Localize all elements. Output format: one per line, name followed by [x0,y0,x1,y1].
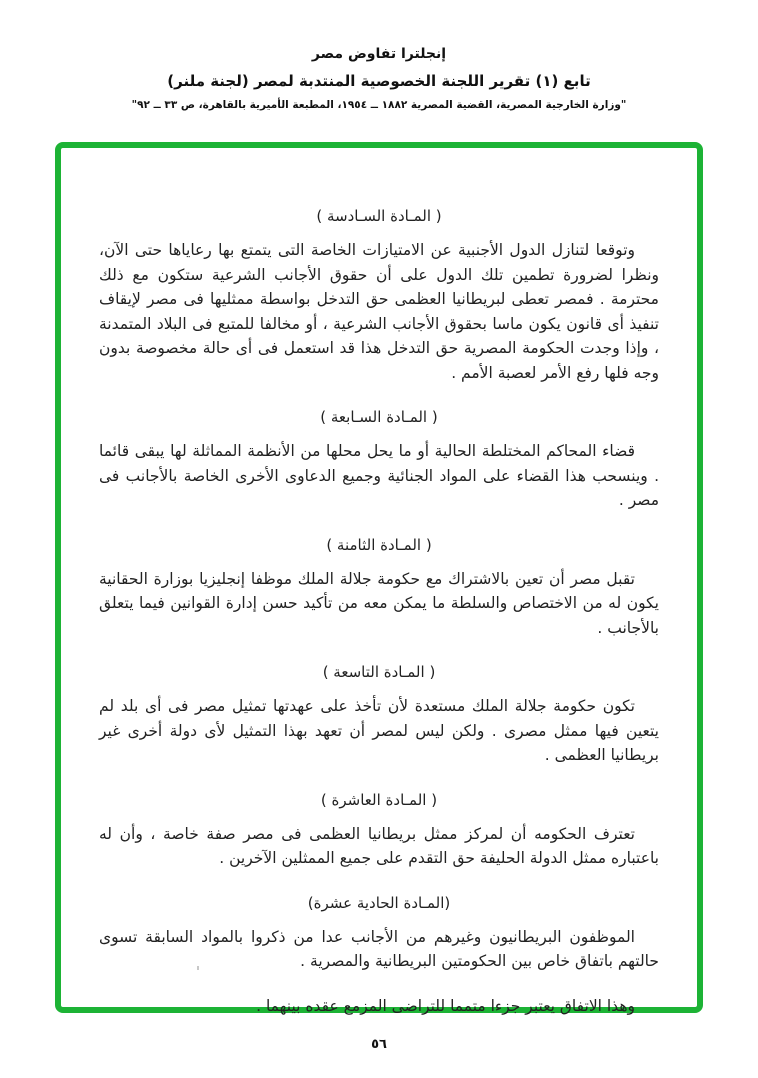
article-11-heading: (المـادة الحادية عشرة) [307,893,451,912]
article-10-body: تعترف الحكومه أن لمركز ممثل بريطانيا العظمى فى مصر صفة خاصة ، وأن له باعتباره ممثل الدولة الحليفة حق التقدم على جميع الممثلين الآخرين . [99,824,659,867]
article-7-body: قضاء المحاكم المختلطة الحالية أو ما يحل محلها من الأنظمة المماثلة لها يبقى قائما . وينسحب هذا القضاء على المواد الجنائية وجميع الدعاوى الأخرى الخاصة بالأجانب فى مصر . [99,442,659,509]
document-content [61,148,697,1015]
closing-statement: وهذا الاتفاق يعتبر جزءا متمما للتراضى المزمع عقده بينهما . [256,996,635,1015]
source-citation: "وزارة الخارجية المصرية، القضية المصرية ١٨٨٢ ــ ١٩٥٤، المطبعة الأميرية بالقاهرة، ص ٣٣ ــ ٩٢" [131,99,627,111]
page-number: ٥٦ [371,1037,387,1052]
article-11-body: الموظفون البريطانيون وغيرهم من الأجانب عدا من ذكروا بالمواد السابقة تسوى حالتهم باتفاق خاص بين الحكومتين البريطانية والمصرية . [99,927,659,970]
document-frame [55,142,703,1013]
scan-noise-speck [197,966,199,970]
chapter-subtitle: تابع (١) تقرير اللجنة الخصوصية المنتدبة لمصر (لجنة ملنر) [167,72,591,90]
article-6-heading: ( المـادة السـادسة ) [316,207,442,225]
article-8-body: تقبل مصر أن تعين بالاشتراك مع حكومة جلالة الملك موظفا إنجليزيا بوزارة الحقانية يكون له من الاختصاص والسلطة ما يمكن معه من تأكيد حسن إدارة القوانين فيما يتعلق بالأجانب . [99,569,659,637]
article-9-body: تكون حكومة جلالة الملك مستعدة لأن تأخذ على عهدتها تمثيل مصر فى أى بلد لم يتعين فيها ممثل مصرى . ولكن ليس لمصر أن تعهد بهذا التمثيل لأى دولة أخرى غير بريطانيا العظمى . [99,697,659,764]
article-9-heading: ( المـادة التاسعة ) [322,663,436,681]
article-7-heading: ( المـادة السـابعة ) [320,408,438,426]
book-title: إنجلترا تفاوض مصر [311,46,447,62]
page-header [0,46,758,111]
article-10-heading: ( المـادة العاشرة ) [320,790,438,809]
article-6-body: وتوقعا لتنازل الدول الأجنبية عن الامتيازات الخاصة التى يتمتع بها رعاياها حتى الآن، ونظرا لضرورة تطمين تلك الدول على أن حقوق الأجانب الشرعية ستكون مع ذلك محترمة . فمصر تعطى لبريطانيا العظمى حق التدخل بواسطة ممثليها فى مصر لإيقاف تنفيذ أى قانون يكون ماسا بحقوق الأجانب الشرعية ، أو مخالفا للمتبع فى البلاد المتمدنة ، وإذا وجدت الحكومة المصرية حق التدخل هذا قد استعمل فى أى حالة مخصوصة بدون وجه فلها رفع الأمر لعصبة الأمم . [99,241,659,382]
article-8-heading: ( المـادة الثامنة ) [326,535,432,554]
